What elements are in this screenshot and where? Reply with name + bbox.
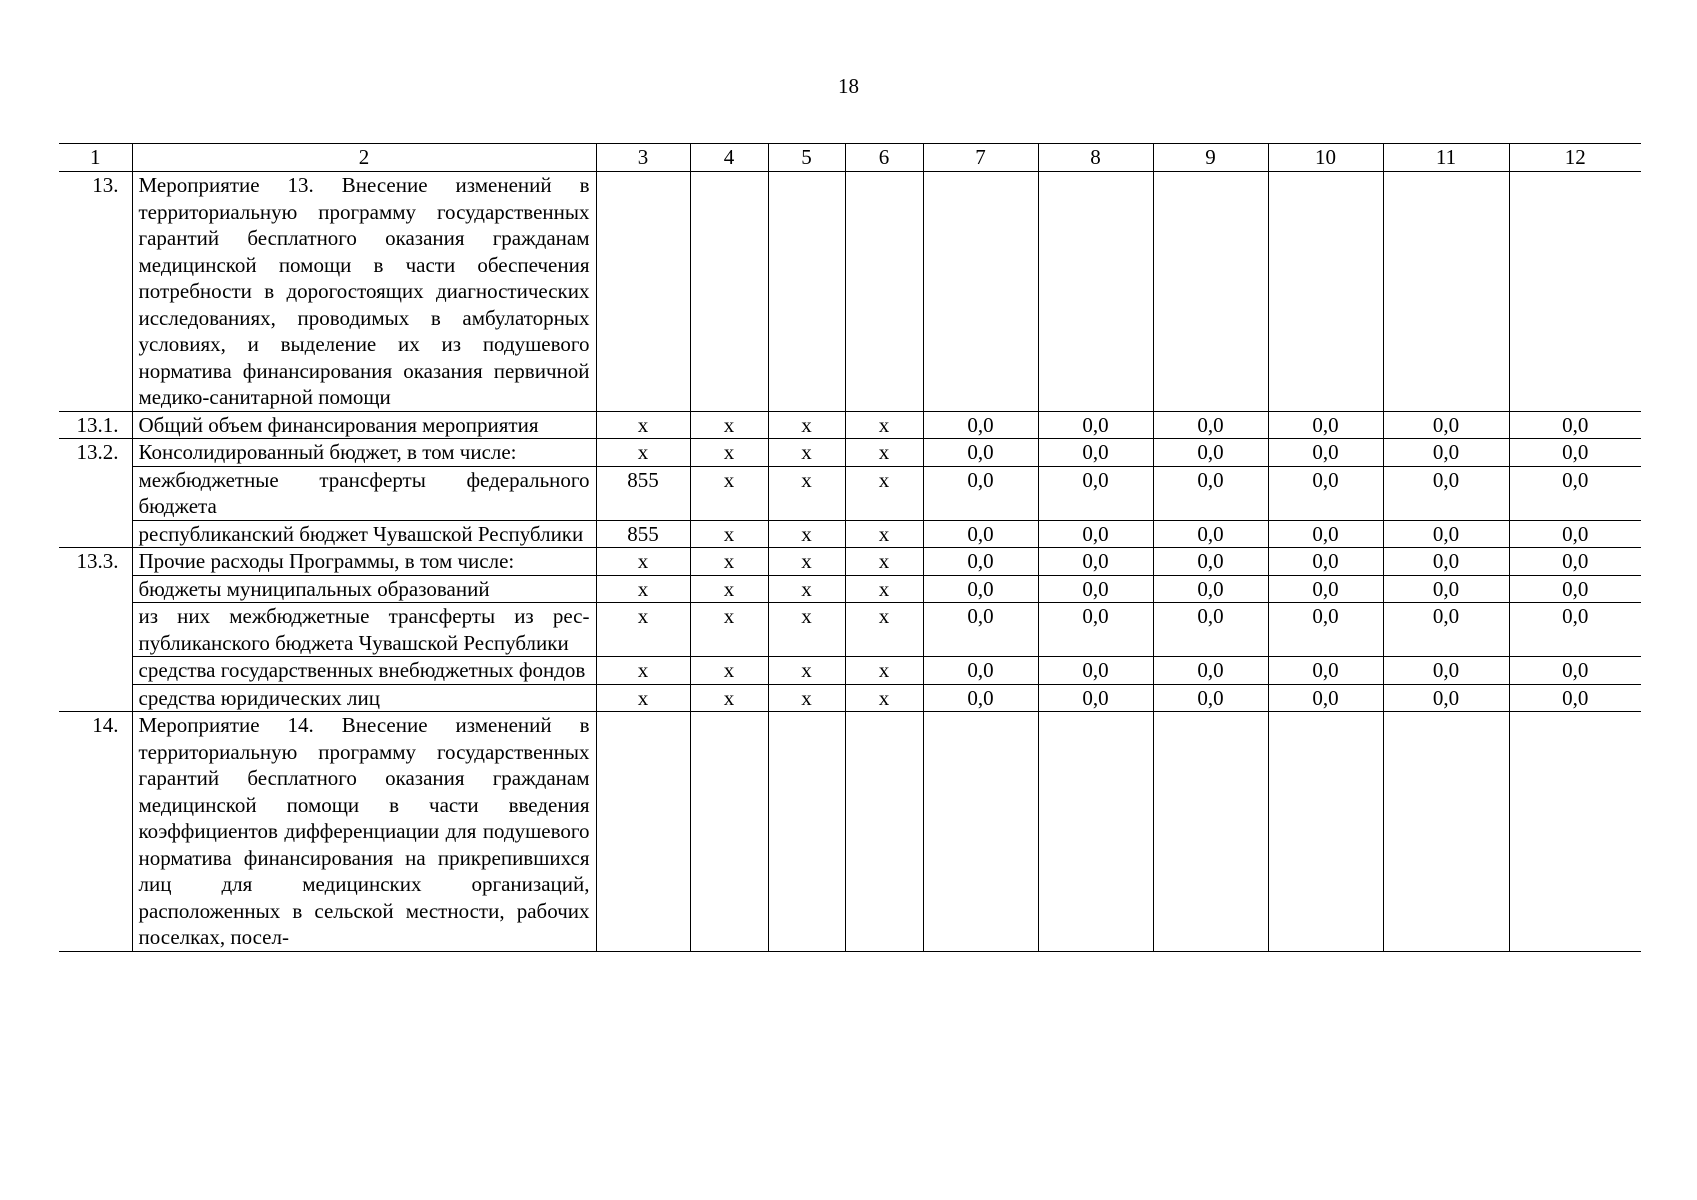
value-cell-11 <box>1383 172 1509 412</box>
value-cell-9: 0,0 <box>1153 466 1268 520</box>
code-cell-5: x <box>768 548 845 576</box>
value-cell-12: 0,0 <box>1509 466 1641 520</box>
row-number-cell <box>59 575 132 603</box>
code-cell-5: x <box>768 466 845 520</box>
table-row <box>59 411 1641 439</box>
value-cell-7: 0,0 <box>923 466 1038 520</box>
value-cell-10: 0,0 <box>1268 411 1383 439</box>
code-cell-3: x <box>596 548 690 576</box>
row-description-cell: Консолидированный бюджет, в том числе: <box>132 439 596 467</box>
value-cell-9: 0,0 <box>1153 439 1268 467</box>
code-cell-5 <box>768 712 845 952</box>
table-row <box>59 439 1641 467</box>
code-cell-4 <box>690 712 768 952</box>
header-cell: 2 <box>132 144 596 172</box>
table-row <box>59 575 1641 603</box>
row-number-cell: 13.2. <box>76 440 119 464</box>
code-cell-4: x <box>690 411 768 439</box>
code-cell-5: x <box>768 684 845 712</box>
code-cell-6: x <box>845 548 923 576</box>
value-cell-11: 0,0 <box>1383 603 1509 657</box>
code-cell-5 <box>768 172 845 412</box>
row-description-cell: средства государственных внебюджетных фондов <box>132 657 596 685</box>
row-description-cell: республиканский бюджет Чувашской Республики <box>132 520 596 548</box>
value-cell-12: 0,0 <box>1509 657 1641 685</box>
code-cell-3: x <box>596 439 690 467</box>
value-cell-8: 0,0 <box>1038 603 1153 657</box>
row-description-cell: Общий объем финансирования мероприятия <box>132 411 596 439</box>
value-cell-11 <box>1383 712 1509 952</box>
value-cell-7: 0,0 <box>923 411 1038 439</box>
row-description-cell: Прочие расходы Программы, в том числе: <box>132 548 596 576</box>
code-cell-6: x <box>845 657 923 685</box>
value-cell-11: 0,0 <box>1383 548 1509 576</box>
value-cell-8: 0,0 <box>1038 657 1153 685</box>
row-number-cell: 14. <box>59 712 132 952</box>
value-cell-10: 0,0 <box>1268 548 1383 576</box>
table-row <box>59 548 1641 576</box>
value-cell-8: 0,0 <box>1038 520 1153 548</box>
value-cell-9 <box>1153 712 1268 952</box>
value-cell-10: 0,0 <box>1268 439 1383 467</box>
value-cell-7: 0,0 <box>923 657 1038 685</box>
code-cell-6: x <box>845 575 923 603</box>
code-cell-6: x <box>845 684 923 712</box>
value-cell-12 <box>1509 712 1641 952</box>
code-cell-4: x <box>690 439 768 467</box>
header-row <box>59 144 1641 172</box>
value-cell-12: 0,0 <box>1509 684 1641 712</box>
value-cell-11: 0,0 <box>1383 684 1509 712</box>
code-cell-3: 855 <box>596 466 690 520</box>
code-cell-4: x <box>690 684 768 712</box>
code-cell-4: x <box>690 520 768 548</box>
value-cell-9: 0,0 <box>1153 520 1268 548</box>
row-number-cell: 13.3. <box>76 549 119 573</box>
value-cell-7: 0,0 <box>923 439 1038 467</box>
value-cell-8: 0,0 <box>1038 411 1153 439</box>
value-cell-10: 0,0 <box>1268 603 1383 657</box>
row-number-cell <box>59 603 132 657</box>
value-cell-12: 0,0 <box>1509 520 1641 548</box>
row-description-cell: межбюджетные трансферты федерального бюджета <box>132 466 596 520</box>
code-cell-5: x <box>768 657 845 685</box>
value-cell-12 <box>1509 172 1641 412</box>
value-cell-7: 0,0 <box>923 684 1038 712</box>
code-cell-3 <box>596 712 690 952</box>
header-cell: 6 <box>845 144 923 172</box>
value-cell-9: 0,0 <box>1153 548 1268 576</box>
code-cell-6: x <box>845 411 923 439</box>
row-number-cell <box>59 466 132 520</box>
value-cell-10: 0,0 <box>1268 466 1383 520</box>
value-cell-10 <box>1268 172 1383 412</box>
code-cell-4: x <box>690 575 768 603</box>
code-cell-6: x <box>845 439 923 467</box>
value-cell-11: 0,0 <box>1383 520 1509 548</box>
value-cell-8: 0,0 <box>1038 684 1153 712</box>
code-cell-4: x <box>690 657 768 685</box>
table-row <box>59 172 1641 412</box>
value-cell-10: 0,0 <box>1268 575 1383 603</box>
value-cell-8 <box>1038 712 1153 952</box>
value-cell-8: 0,0 <box>1038 439 1153 467</box>
value-cell-12: 0,0 <box>1509 439 1641 467</box>
row-number-cell: 13. <box>59 172 132 412</box>
header-cell: 5 <box>768 144 845 172</box>
value-cell-11: 0,0 <box>1383 575 1509 603</box>
value-cell-9: 0,0 <box>1153 603 1268 657</box>
value-cell-12: 0,0 <box>1509 411 1641 439</box>
value-cell-12: 0,0 <box>1509 575 1641 603</box>
code-cell-5: x <box>768 575 845 603</box>
code-cell-4: x <box>690 466 768 520</box>
value-cell-11: 0,0 <box>1383 439 1509 467</box>
table-row <box>59 684 1641 712</box>
header-cell: 11 <box>1383 144 1509 172</box>
code-cell-6: x <box>845 520 923 548</box>
code-cell-6: x <box>845 466 923 520</box>
code-cell-3: x <box>596 603 690 657</box>
code-cell-6 <box>845 172 923 412</box>
value-cell-9: 0,0 <box>1153 411 1268 439</box>
value-cell-9: 0,0 <box>1153 575 1268 603</box>
value-cell-12: 0,0 <box>1509 603 1641 657</box>
financing-table <box>59 143 1641 952</box>
header-cell: 1 <box>59 144 132 172</box>
value-cell-10: 0,0 <box>1268 520 1383 548</box>
row-number-cell <box>59 684 132 712</box>
header-cell: 10 <box>1268 144 1383 172</box>
value-cell-10: 0,0 <box>1268 657 1383 685</box>
row-description-cell: Мероприятие 14. Внесение изменений в территориальную программу государственных гарантий бесплатного оказания гражданам медицинской помощи в части введения коэффициентов дифференциации для подушевого норматива финансирования на прикрепившихся лиц для медицинских организаций, расположенных в сельской местности, рабочих поселках, посел- <box>132 712 596 952</box>
value-cell-9: 0,0 <box>1153 684 1268 712</box>
row-description-cell: из них межбюджетные трансферты из республиканского бюджета Чувашской Республики <box>132 603 596 657</box>
value-cell-11: 0,0 <box>1383 657 1509 685</box>
header-cell: 7 <box>923 144 1038 172</box>
header-cell: 9 <box>1153 144 1268 172</box>
value-cell-8: 0,0 <box>1038 548 1153 576</box>
value-cell-9: 0,0 <box>1153 657 1268 685</box>
table-row <box>59 712 1641 952</box>
code-cell-6: x <box>845 603 923 657</box>
value-cell-12: 0,0 <box>1509 548 1641 576</box>
value-cell-7: 0,0 <box>923 548 1038 576</box>
code-cell-4: x <box>690 603 768 657</box>
code-cell-3 <box>596 172 690 412</box>
code-cell-4 <box>690 172 768 412</box>
table-row <box>59 520 1641 548</box>
code-cell-3: x <box>596 575 690 603</box>
code-cell-5: x <box>768 520 845 548</box>
table-row <box>59 657 1641 685</box>
code-cell-5: x <box>768 439 845 467</box>
row-number-cell <box>59 657 132 685</box>
code-cell-5: x <box>768 603 845 657</box>
value-cell-7 <box>923 172 1038 412</box>
code-cell-3: x <box>596 684 690 712</box>
value-cell-11: 0,0 <box>1383 466 1509 520</box>
header-cell: 12 <box>1509 144 1641 172</box>
table-body <box>59 144 1641 952</box>
row-description-cell: бюджеты муниципальных образований <box>132 575 596 603</box>
value-cell-8: 0,0 <box>1038 575 1153 603</box>
code-cell-3: x <box>596 411 690 439</box>
table-row <box>59 603 1641 657</box>
header-cell: 8 <box>1038 144 1153 172</box>
row-number-cell: 13.1. <box>59 411 132 439</box>
page-number: 18 <box>838 74 859 98</box>
value-cell-7 <box>923 712 1038 952</box>
code-cell-4: x <box>690 548 768 576</box>
code-cell-6 <box>845 712 923 952</box>
header-cell: 4 <box>690 144 768 172</box>
row-number-cell <box>59 520 132 548</box>
value-cell-8: 0,0 <box>1038 466 1153 520</box>
value-cell-11: 0,0 <box>1383 411 1509 439</box>
value-cell-9 <box>1153 172 1268 412</box>
code-cell-5: x <box>768 411 845 439</box>
value-cell-7: 0,0 <box>923 575 1038 603</box>
table-row <box>59 466 1641 520</box>
row-description-cell: средства юридических лиц <box>132 684 596 712</box>
value-cell-8 <box>1038 172 1153 412</box>
code-cell-3: 855 <box>596 520 690 548</box>
code-cell-3: x <box>596 657 690 685</box>
value-cell-7: 0,0 <box>923 603 1038 657</box>
value-cell-10: 0,0 <box>1268 684 1383 712</box>
header-cell: 3 <box>596 144 690 172</box>
row-description-cell: Мероприятие 13. Внесение изменений в территориальную программу государственных гарантий бесплатного оказания гражданам медицинской помощи в части обеспечения потребности в дорогостоящих диагностических исследованиях, проводимых в амбулаторных условиях, и выделение их из подушевого норматива финансирования оказания первичной медико-санитарной помощи <box>132 172 596 412</box>
value-cell-7: 0,0 <box>923 520 1038 548</box>
value-cell-10 <box>1268 712 1383 952</box>
